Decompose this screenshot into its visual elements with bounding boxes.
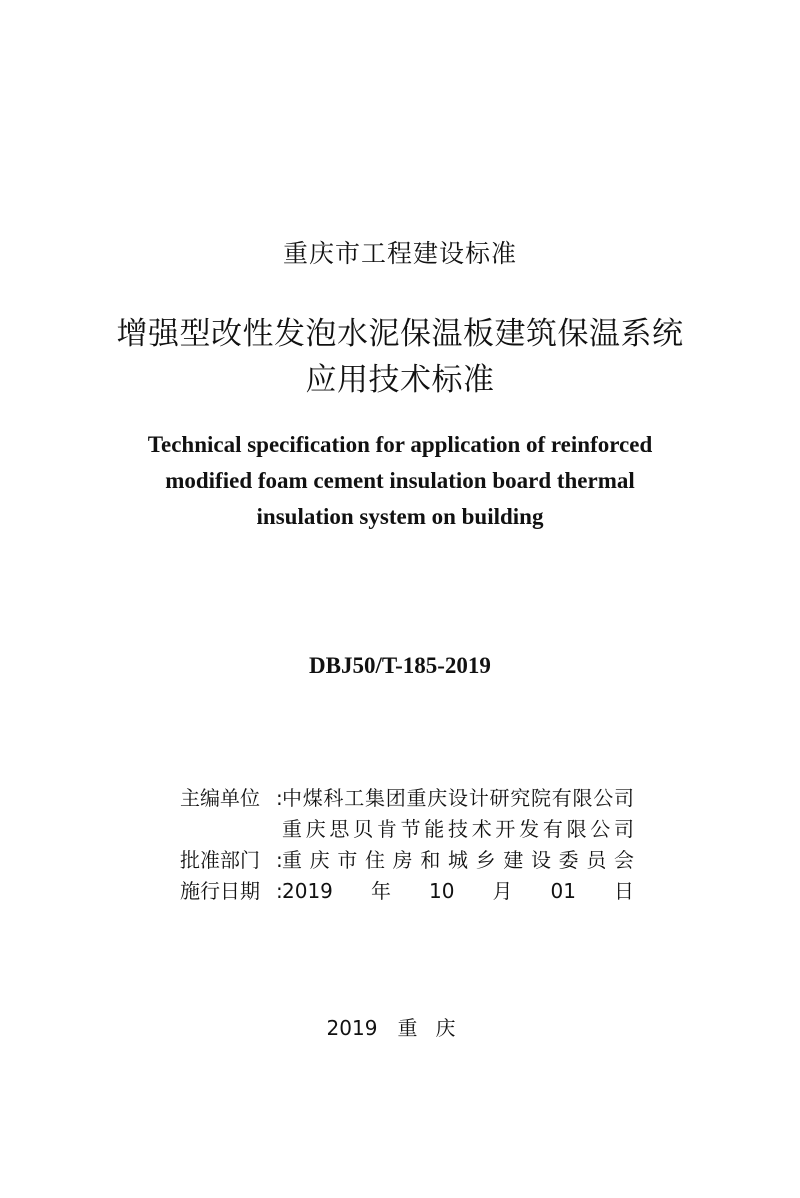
- editor-label: 主编单位: [180, 786, 260, 810]
- english-title-line-3: insulation system on building: [256, 504, 544, 529]
- effective-date-row: [180, 876, 634, 906]
- approver-row: [180, 845, 634, 875]
- colon-separator: :: [276, 848, 283, 872]
- effective-date-value: 2019年10月01日: [282, 879, 634, 903]
- colon-separator: :: [276, 786, 283, 810]
- english-title-line-1: Technical specification for application of reinforced: [147, 432, 653, 457]
- editor-row-continued: [180, 814, 634, 844]
- chinese-title-line-1: 增强型改性发泡水泥保温板建筑保温系统: [116, 316, 684, 352]
- approver-value: 重庆市住房和城乡建设委员会: [282, 848, 634, 872]
- standard-code: DBJ50/T-185-2019: [309, 653, 491, 678]
- editor-row: [180, 783, 634, 813]
- effective-date-label: 施行日期: [180, 879, 260, 903]
- publication-city: 重庆: [397, 1016, 474, 1040]
- english-title-line-2: modified foam cement insulation board thermal: [165, 468, 635, 493]
- editor-value-2: 重庆思贝肯节能技术开发有限公司: [282, 817, 634, 841]
- approver-label: 批准部门: [180, 848, 260, 872]
- editor-value-1: 中煤科工集团重庆设计研究院有限公司: [282, 786, 634, 810]
- chinese-title-line-2: 应用技术标准: [305, 362, 495, 398]
- publication-year: 2019: [326, 1016, 378, 1040]
- standard-series: 重庆市工程建设标准: [282, 239, 517, 268]
- publication-footer: [0, 1012, 800, 1044]
- colon-separator: :: [276, 879, 283, 903]
